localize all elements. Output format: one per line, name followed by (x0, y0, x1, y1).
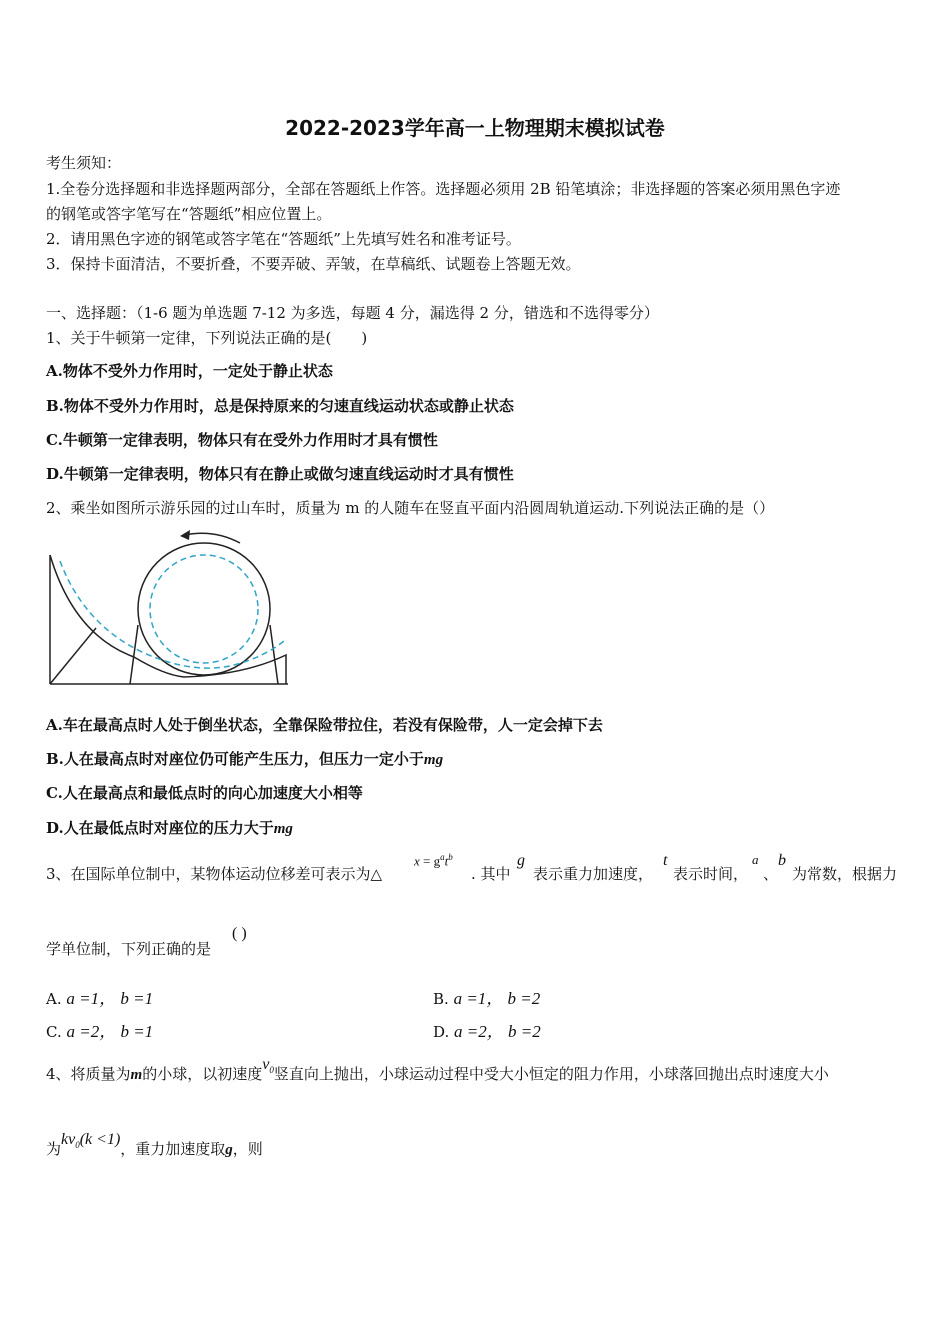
exit-track (184, 655, 286, 684)
q1-option-c: C.牛顿第一定律表明，物体只有在受外力作用时才具有惯性 (46, 431, 438, 449)
q2-option-b-text: B.人在最高点时对座位仍可能产生压力，但压力一定小于 (46, 750, 424, 768)
q1-stem: 1、关于牛顿第一定律，下列说法正确的是( ) (46, 329, 368, 347)
strut (50, 628, 96, 684)
q3-formula-a: a (440, 852, 445, 862)
q4-kv-sub: 0 (75, 1140, 80, 1151)
page-title: 2022-2023学年高一上物理期末模拟试卷 (285, 116, 665, 140)
path-dashed-slope (60, 561, 284, 668)
q4-g: g (225, 1142, 233, 1158)
loop-track (138, 543, 270, 675)
q3-formula-eq: = g (423, 853, 441, 869)
q1-option-d: D.牛顿第一定律表明，物体只有在静止或做匀速直线运动时才具有惯性 (46, 465, 514, 483)
q3-b: b (778, 852, 786, 869)
q3-stem-b: . 其中 (471, 865, 511, 883)
q2-option-d-text: D.人在最低点时对座位的压力大于 (46, 819, 274, 837)
q3-option-c-label: C. (46, 1023, 67, 1041)
q3-formula-x: x (414, 853, 420, 869)
q3-stem-c: 表示重力加速度， (533, 865, 654, 883)
q2-option-d (46, 817, 293, 838)
q4-stem-e: ，重力加速度取 (120, 1140, 226, 1158)
arrow-head-icon (180, 530, 190, 540)
q3-formula (414, 852, 453, 869)
q3-option-d-label: D. (433, 1023, 455, 1041)
q2-option-d-mg: mg (273, 821, 293, 837)
q1-option-a: A.物体不受外力作用时，一定处于静止状态 (46, 362, 333, 380)
q4-v0-v: v (262, 1056, 270, 1073)
q3-option-a-value: a =1， b =1 (66, 989, 154, 1008)
q4-kv0 (61, 1131, 121, 1151)
q4-stem-f: ，则 (232, 1140, 263, 1158)
q2-option-b-mg: mg (423, 752, 444, 768)
notice-item-2: 2．请用黑色字迹的钢笔或答字笔在“答题纸”上先填写姓名和准考证号。 (46, 230, 521, 248)
q3-option-d (433, 1017, 541, 1042)
q4-k-cond: (k <1) (79, 1131, 121, 1148)
q4-stem-d: 为 (46, 1140, 62, 1158)
q3-option-c-value: a =2， b =1 (66, 1022, 154, 1041)
notice-item-1a: 1.全卷分选择题和非选择题两部分，全部在答题纸上作答。选择题必须用 2B 铅笔填涂；非选择题的答案必须用黑色字迹 (46, 180, 841, 198)
q3-stem-a: 3、在国际单位制中，某物体运动位移差可表示为△ (46, 865, 383, 883)
q4-stem-line2 (46, 1131, 263, 1160)
direction-arrow (184, 533, 240, 543)
q2-option-b (46, 748, 443, 769)
q3-option-a (46, 984, 153, 1009)
q4-v0 (262, 1056, 274, 1076)
q3-sep: 、 (763, 865, 779, 883)
notice-item-1b: 的钢笔或答字笔写在“答题纸”相应位置上。 (46, 205, 332, 223)
q4-stem-b: 的小球，以初速度 (142, 1065, 263, 1083)
q2-option-a: A.车在最高点时人处于倒坐状态，全靠保险带拉住，若没有保险带，人一定会掉下去 (46, 716, 603, 734)
notice-item-3: 3．保持卡面清洁，不要折叠，不要弄破、弄皱，在草稿纸、试题卷上答题无效。 (46, 255, 581, 273)
q2-stem: 2、乘坐如图所示游乐园的过山车时，质量为 m 的人随车在竖直平面内沿圆周轨道运动.下列说法正确的是（） (46, 499, 775, 517)
q4-stem-line1 (46, 1056, 829, 1085)
roller-coaster-figure (44, 525, 294, 690)
q3-formula-t: t (444, 853, 449, 869)
q3-formula-b: b (448, 852, 453, 862)
q3-option-a-label: A. (46, 990, 67, 1008)
q3-a: a (752, 852, 759, 867)
section-heading: 一、选择题：（1-6 题为单选题 7-12 为多选，每题 4 分，漏选得 2 分，错选和不选得零分） (46, 304, 659, 322)
q4-v0-sub: 0 (269, 1065, 274, 1076)
q4-kv: kv (61, 1131, 76, 1148)
loop-support-right (270, 625, 278, 684)
q2-option-c: C.人在最高点和最低点时的向心加速度大小相等 (46, 784, 363, 802)
q3-g: g (517, 852, 525, 869)
q3-option-d-value: a =2， b =2 (454, 1022, 541, 1041)
q3-option-b-value: a =1， b =2 (453, 989, 541, 1008)
q3-stem-f: 学单位制，下列正确的是 (46, 940, 212, 958)
q1-option-b: B.物体不受外力作用时，总是保持原来的匀速直线运动状态或静止状态 (46, 397, 514, 415)
q3-option-b (433, 984, 540, 1009)
q3-stem-e: 为常数，根据力 (792, 865, 898, 883)
q3-option-b-label: B. (433, 990, 454, 1008)
loop-support-left (130, 625, 138, 684)
q4-stem-a: 4、将质量为 (46, 1065, 131, 1083)
q3-paren: ( ) (232, 925, 247, 942)
notice-heading: 考生须知： (46, 154, 122, 172)
path-dashed-circle (150, 555, 258, 663)
q4-m: m (130, 1067, 143, 1083)
q3-stem-d: 表示时间， (673, 865, 749, 883)
q4-stem-c: 竖直向上抛出，小球运动过程中受大小恒定的阻力作用，小球落回抛出点时速度大小 (273, 1065, 829, 1083)
q3-t: t (663, 852, 668, 869)
q3-option-c (46, 1017, 153, 1042)
